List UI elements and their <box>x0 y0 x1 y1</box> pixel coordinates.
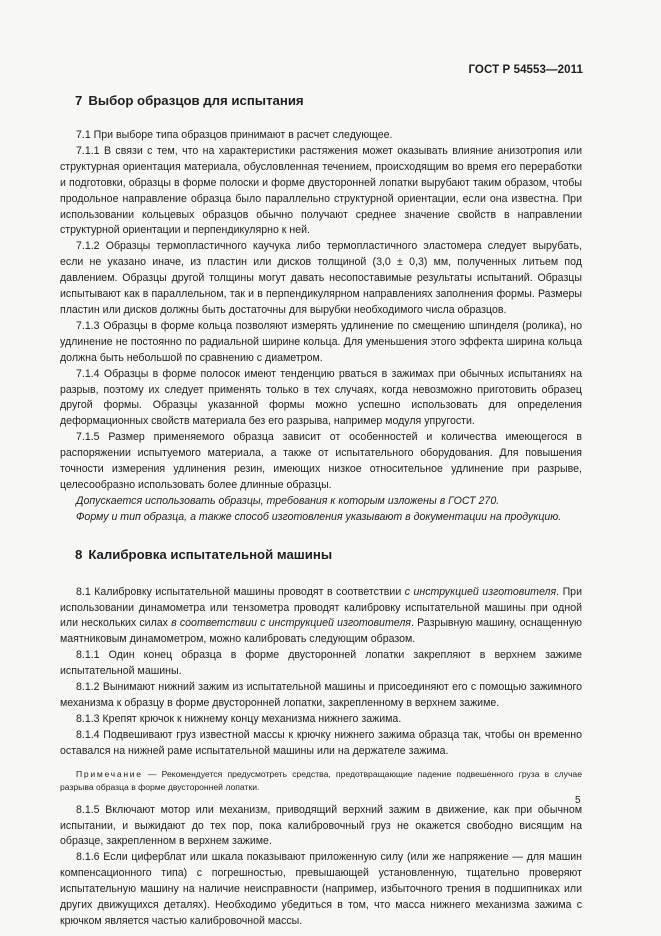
p-8-1-part-e: . Разрывную машину, оснащенную маятниковым динамометром, можно калибровать следующим образом. <box>60 617 582 646</box>
paragraph-8-1-5: 8.1.5 Включают мотор или механизм, приводящий верхний зажим в движение, как при обычном испытании, и выжидают до тех пор, пока калибровочный груз не окажется свободно висящим на образце, закрепленном в верхнем зажиме. <box>60 803 582 848</box>
section-7-number: 7 <box>75 93 83 108</box>
p-8-1-part-c: . При использовании динамометра или тензометра проводят калибровку испытательной машины при одной или нескольких силах <box>60 585 582 630</box>
paragraph-7-1-5: 7.1.5 Размер применяемого образца зависит от особенностей и количества имеющегося в распоряжении испытуемого материала, а также от испытательного оборудования. Для повышения точности измерения удлинения резин, имеющих низкое относительное удлинение при разрыве, целесообразно использовать более длинные образцы. <box>60 431 582 491</box>
italic-addition-1: Допускается использовать образцы, требования к которым изложены в ГОСТ 270. <box>76 494 500 507</box>
section-8-title: Калибровка испытательной машины <box>88 546 333 562</box>
p-8-1-part-d: в соответствии с инструкцией изготовителя <box>171 617 411 630</box>
note-text: — Рекомендуется предусмотреть средства, предотвращающие падение подвешенного груза в случае разрыва образца в форме двусторонней лопатки. <box>60 768 582 792</box>
paragraph-7-1-3: 7.1.3 Образцы в форме кольца позволяют измерять удлинение по смещению шпинделя (ролика), но удлинение не постоянно по радиальной ширине кольца. Для уменьшения этого эффекта ширина кольца должна быть небольшой по сравнению с диаметром. <box>60 319 582 364</box>
italic-addition-2: Форму и тип образца, а также способ изготовления указывают в документации на продукцию. <box>76 510 562 523</box>
note-label: Примечание <box>76 768 143 779</box>
section-8-number: 8 <box>75 546 83 562</box>
p-8-1-part-b: с инструкцией изготовителя <box>404 585 557 598</box>
paragraph-8-1-2: 8.1.2 Вынимают нижний зажим из испытательной машины и присоединяют его с помощью зажимного механизма к образцу в форме двусторонней лопатки, закрепленному в верхнем зажиме. <box>60 681 582 709</box>
document-code-header: ГОСТ Р 54553—2011 <box>468 64 583 76</box>
paragraph-7-1-4: 7.1.4 Образцы в форме полосок имеют тенденцию рваться в зажимах при обычных испытаниях на разрыв, поэтому их следует применять только в тех случаях, когда невозможно приготовить образец другой формы. Образцы указанной формы можно успешно использовать для определения деформационных свойств материала без его разрыва, например модуля упругости. <box>60 367 582 428</box>
paragraph-8-1 <box>60 585 582 649</box>
paragraph-8-1-1: 8.1.1 Один конец образца в форме двусторонней лопатки закрепляют в верхнем зажиме испытательной машины. <box>60 649 582 678</box>
paragraph-8-1-4: 8.1.4 Подвешивают груз известной массы к крючку нижнего зажима образца так, чтобы он временно оставался на нижней раме испытательной машины или на держателе зажима. <box>60 728 582 757</box>
section-7-heading <box>60 92 582 110</box>
section-7-title: Выбор образцов для испытания <box>88 93 304 108</box>
page-number: 5 <box>575 795 581 806</box>
section-8-heading <box>60 546 582 564</box>
note-block <box>60 768 582 794</box>
paragraph-7-1-1: 7.1.1 В связи с тем, что на характеристики растяжения может оказывать влияние анизотропия или структурная ориентация материала, обусловленная течением, происходящим во время его переработки и подготовки, образцы в форме полоски и форме двусторонней лопатки вырубают таким образом, чтобы продольное направление образца было параллельно структурной ориентации, если она известна. При использовании кольцевых образцов обычно получают среднее значение свойств в направлении структурной ориентации и перпендикулярно к ней. <box>60 144 582 237</box>
paragraph-8-1-6: 8.1.6 Если циферблат или шкала показывают приложенную силу (или же напряжение — для машин компенсационного типа) с погрешностью, превышающей установленную, тщательно проверяют испытательную машину на наличие неисправности (например, избыточного трения в подшипниках или других движущихся деталях). Необходимо убедиться в том, что масса нижнего механизма зажима с крючком является частью калибровочной массы. <box>60 851 582 927</box>
paragraph-7-1: 7.1 При выборе типа образцов принимают в расчет следующее. <box>76 129 393 141</box>
page-content <box>60 90 582 930</box>
p-8-1-part-a: 8.1 Калибровку испытательной машины проводят в соответствии <box>76 585 405 598</box>
paragraph-8-1-3: 8.1.3 Крепят крючок к нижнему концу механизма нижнего зажима. <box>76 712 402 725</box>
paragraph-7-1-2: 7.1.2 Образцы термопластичного каучука либо термопластичного эластомера следует вырубать, если не указано иначе, из пластин или дисков толщиной (3,0 ± 0,3) мм, полученных литьем под давлением. Образцы другой толщины могут давать несопоставимые результаты испытаний. Образцы испытывают как в параллельном, так и в перпендикулярном направлениях заполнения формы. Размеры пластин или дисков должны быть достаточны для вырубки необходимого числа образцов. <box>60 240 582 316</box>
